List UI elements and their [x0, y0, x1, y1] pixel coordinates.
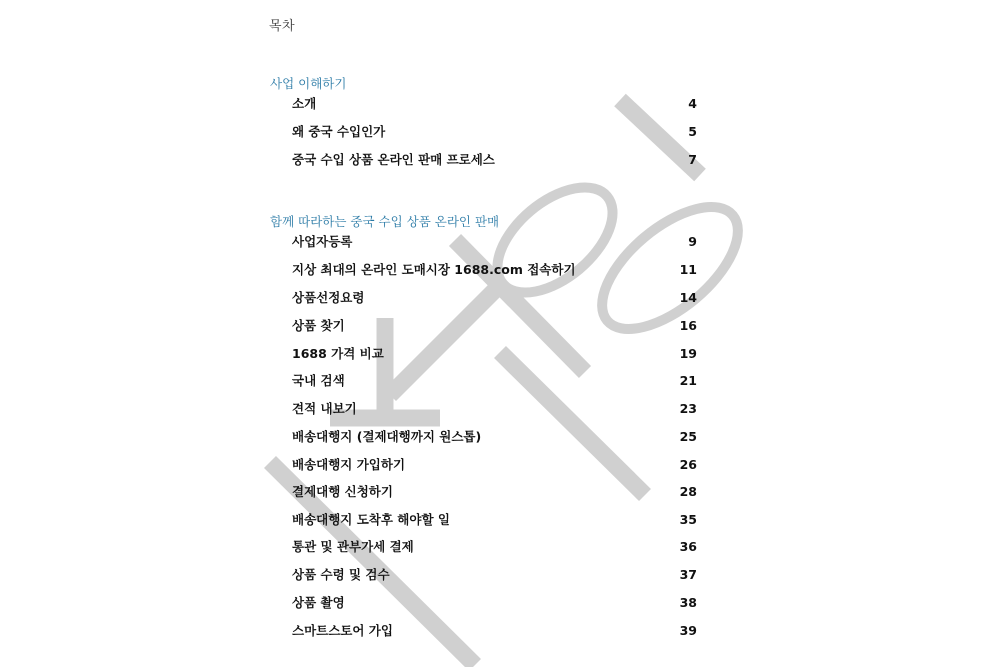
toc-entry[interactable]: [292, 565, 697, 585]
toc-entry[interactable]: [292, 621, 697, 641]
toc-entry-page: 25: [679, 429, 697, 444]
toc-entry-title: 1688 가격 비교: [292, 346, 384, 361]
toc-entry-page: 26: [679, 457, 697, 472]
toc-entry-page: 11: [679, 262, 697, 277]
toc-entry-title: 스마트스토어 가입: [292, 623, 393, 638]
toc-entry[interactable]: [292, 344, 697, 364]
toc-entry[interactable]: [292, 232, 697, 252]
toc-entry-title: 왜 중국 수입인가: [292, 124, 386, 139]
toc-entry-page: 16: [679, 318, 697, 333]
toc-entry-title: 소개: [292, 96, 317, 111]
toc-entry-title: 배송대행지 가입하기: [292, 457, 406, 472]
toc-entry-page: 36: [679, 539, 697, 554]
toc-entry-title: 통관 및 관부가세 결제: [292, 539, 414, 554]
toc-entry-page: 21: [679, 373, 697, 388]
toc-entry-page: 9: [688, 234, 697, 249]
toc-entry-page: 5: [688, 124, 697, 139]
toc-entry[interactable]: [292, 427, 697, 447]
section-header-follow-along[interactable]: 함께 따라하는 중국 수입 상품 온라인 판매: [270, 214, 500, 229]
toc-entry-title: 상품 촬영: [292, 595, 345, 610]
toc-entry-page: 38: [679, 595, 697, 610]
toc-entry-page: 35: [679, 512, 697, 527]
toc-entry-title: 상품 수령 및 검수: [292, 567, 390, 582]
toc-entry[interactable]: [292, 288, 697, 308]
toc-entry[interactable]: [292, 537, 697, 557]
toc-entry-title: 상품 찾기: [292, 318, 345, 333]
toc-entry-title: 지상 최대의 온라인 도매시장 1688.com 접속하기: [292, 262, 576, 277]
toc-entry[interactable]: [292, 510, 697, 530]
toc-entry-page: 23: [679, 401, 697, 416]
toc-entry-title: 상품선정요령: [292, 290, 365, 305]
toc-entry[interactable]: [292, 399, 697, 419]
toc-entry[interactable]: [292, 593, 697, 613]
toc-entry-page: 19: [679, 346, 697, 361]
toc-entry-page: 39: [679, 623, 697, 638]
toc-entry-page: 7: [688, 152, 697, 167]
toc-heading: 목차: [269, 19, 296, 34]
toc-entry[interactable]: [292, 371, 697, 391]
toc-entry[interactable]: [292, 94, 697, 114]
toc-entry-title: 배송대행지 도착후 해야할 일: [292, 512, 450, 527]
toc-entry[interactable]: [292, 482, 697, 502]
toc-entry[interactable]: [292, 260, 697, 280]
toc-entry[interactable]: [292, 150, 697, 170]
toc-entry-page: 28: [679, 484, 697, 499]
section-header-business[interactable]: 사업 이해하기: [270, 76, 347, 91]
toc-entry-title: 배송대행지 (결제대행까지 원스톱): [292, 429, 482, 444]
toc-entry-page: 37: [679, 567, 697, 582]
toc-entry-title: 중국 수입 상품 온라인 판매 프로세스: [292, 152, 495, 167]
toc-entry[interactable]: [292, 316, 697, 336]
toc-entry-title: 결제대행 신청하기: [292, 484, 393, 499]
toc-entry-page: 4: [688, 96, 697, 111]
toc-entry-title: 국내 검색: [292, 373, 345, 388]
toc-entry-title: 사업자등록: [292, 234, 353, 249]
toc-entry-page: 14: [679, 290, 697, 305]
toc-entry[interactable]: [292, 455, 697, 475]
toc-entry[interactable]: [292, 122, 697, 142]
toc-entry-title: 견적 내보기: [292, 401, 357, 416]
